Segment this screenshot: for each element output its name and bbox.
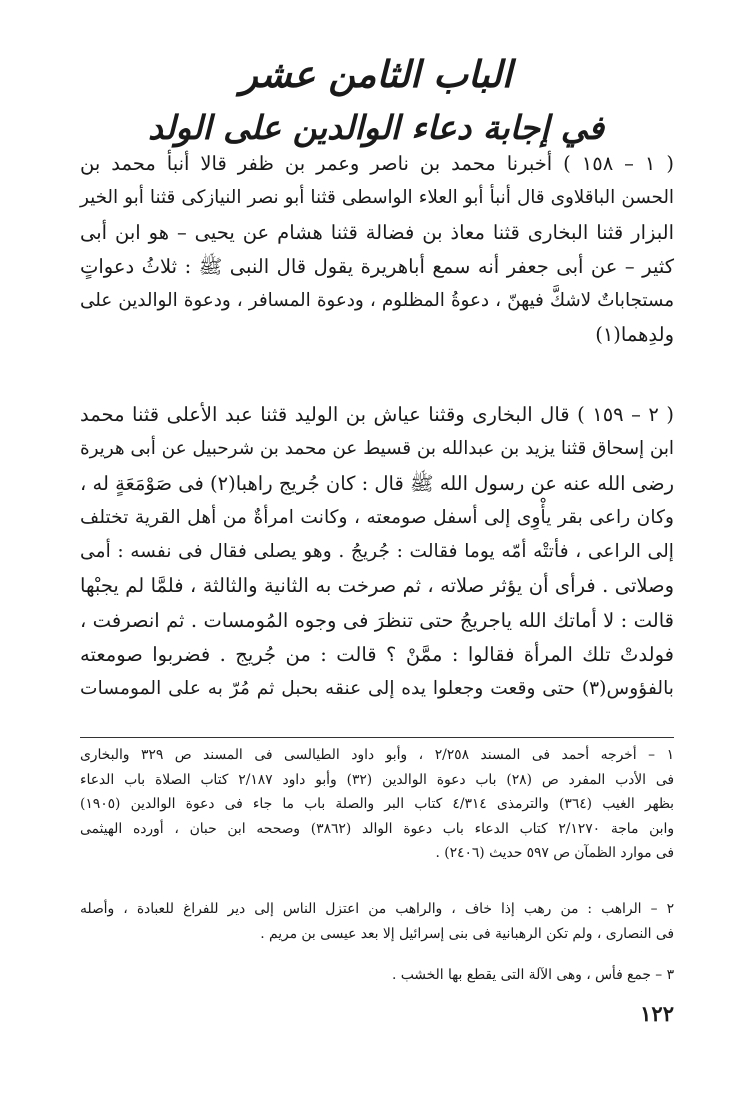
footnote-1 xyxy=(80,743,674,866)
text-line: إلى الراعى ، فأتتْه أمّه يوما فقالت : جُريجُ . وهو يصلى فقال فى نفسه : أمى xyxy=(80,541,674,563)
text-line: فولدتْ تلك المرأة فقالوا : ممَّنْ ؟ قالت : من جُريج . فضربوا صومعته xyxy=(80,643,674,667)
text-line: ابن إسحاق قثنا يزيد بن عبدالله بن قسيط عن محمد بن شرحبيل عن أبى هريرة xyxy=(80,438,674,460)
footnote-line: وابن ماجة ٢/١٢٧٠ كتاب الدعاء باب دعوة الوالد (٣٨٦٢) وصححه ابن حبان ، أورده الهيثمى xyxy=(80,820,674,837)
footnote-line: ٢ – الراهب : من رهب إذا خاف ، والراهب من اعتزل الناس إلى دير للفراغ للعبادة ، وأصله xyxy=(80,901,674,917)
footnote-line: فى الأدب المفرد ص (٢٨) باب دعوة الوالدين (٣٢) وأبو داود ٢/١٨٧ كتاب الصلاة باب الدعاء xyxy=(80,771,674,788)
text-line: ( ١ – ١٥٨ ) أخبرنا محمد بن ناصر وعمر بن ظفر قالا أنبأ محمد بن xyxy=(80,152,674,175)
footnote-divider xyxy=(80,737,674,738)
text-line: ( ٢ – ١٥٩ ) قال البخارى وقثنا عياش بن الوليد قثنا عبد الأعلى قثنا محمد xyxy=(80,403,674,426)
text-line: قالت : لا أماتك الله ياجريجُ حتى تنظرَ فى وجوه المُومسات . ثم انصرفت ، xyxy=(80,608,674,632)
text-line: وصلاتى . فرأى أن يؤثر صلاته ، ثم صرخت به الثانية والثالثة ، فلمَّا لم يجبْها xyxy=(80,574,674,598)
footnote-line: فى النصارى ، ولم تكن الرهبانية فى بنى إسرائيل إلا بعد عيسى بن مريم . xyxy=(260,925,674,942)
text-line: كثير – عن أبى جعفر أنه سمع أباهريرة يقول قال النبى ﷺ : ثلاثُ دعواتٍ xyxy=(80,254,674,278)
text-line: رضى الله عنه عن رسول الله ﷺ قال : كان جُريج راهبا(٢) فى صَوْمَعَةٍ له ، xyxy=(80,471,674,495)
footnote-line: فى موارد الظمآن ص ٥٩٧ حديث (٢٤٠٦) . xyxy=(435,845,674,861)
text-line: البزار قثنا البخارى قثنا معاذ بن فضالة قثنا هشام عن يحيى – هو ابن أبى xyxy=(80,220,674,244)
text-line: مستجاباتٌ لاشكَّ فيهنّ ، دعوةُ المظلوم ، ودعوة المسافر ، ودعوة الوالدين على xyxy=(80,290,674,312)
text-line: ولدِهما(١) xyxy=(595,323,674,347)
footnote-line: ٣ – جمع فأس ، وهى الآلة التى يقطع بها الخشب . xyxy=(391,967,674,983)
footnote-3 xyxy=(80,963,674,988)
hadith-158 xyxy=(80,147,674,353)
chapter-subtitle: في إجابة دعاء الوالدين على الولد xyxy=(147,108,605,147)
hadith-159 xyxy=(80,398,674,707)
footnote-line: بظهر الغيب (٣٦٤) والترمذى ٤/٣١٤ كتاب البر والصلة باب ما جاء فى دعوة الوالدين (١٩٠٥) xyxy=(80,796,674,812)
text-line: الحسن الباقلاوى قال أنبأ أبو العلاء الواسطى قثنا أبو نصر النيازكى قثنا أبو الخير xyxy=(80,187,674,209)
page-number: ١٢٢ xyxy=(640,1001,674,1026)
footnote-line: ١ – أخرجه أحمد فى المسند ٢/٢٥٨ ، وأبو داود الطيالسى فى المسند ص ٣٢٩ والبخارى xyxy=(80,747,674,763)
text-line: وكان راعى بقر يأْوِى إلى أسفل صومعته ، وكانت امرأةٌ من أهل القرية تختلف xyxy=(80,506,674,528)
chapter-title: الباب الثامن عشر xyxy=(239,52,513,96)
text-line: بالفؤوس(٣) حتى وقعت وجعلوا يده إلى عنقه بحبل ثم مُرّ به على المومسات xyxy=(80,678,674,700)
footnote-2 xyxy=(80,897,674,946)
